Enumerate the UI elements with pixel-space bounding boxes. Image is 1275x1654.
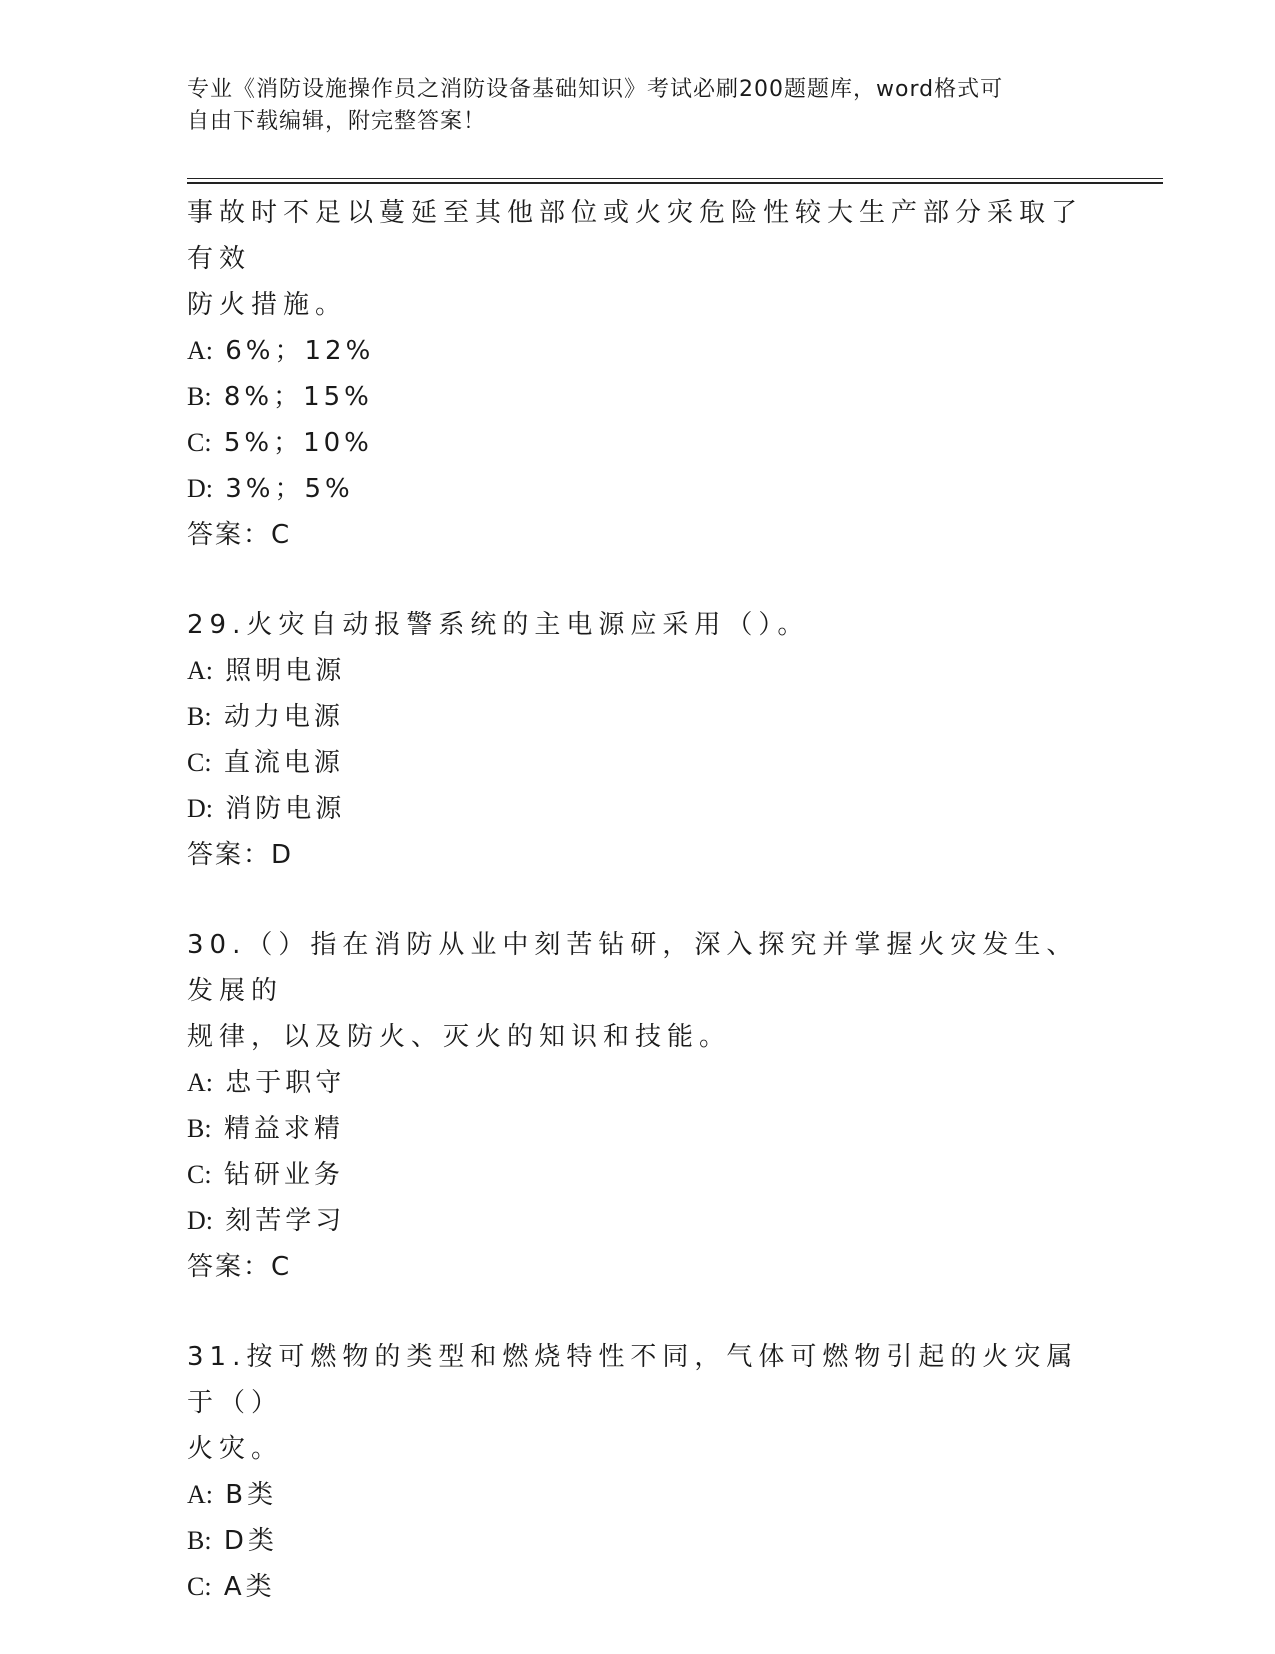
option-text: 钻研业务 [223, 1160, 344, 1190]
option-key: C: [187, 748, 212, 777]
document-header [187, 74, 1087, 138]
option-a [187, 1472, 1087, 1518]
option-text: A类 [223, 1572, 276, 1602]
option-key: B: [187, 382, 212, 411]
option-text: 刻苦学习 [225, 1206, 346, 1236]
option-text: 8%；15% [223, 382, 373, 412]
option-d [187, 1198, 1087, 1244]
option-c [187, 740, 1087, 786]
question-29 [187, 602, 1087, 878]
option-text: 3%；5% [225, 474, 354, 504]
question-30 [187, 922, 1087, 1290]
option-d [187, 786, 1087, 832]
option-key: B: [187, 702, 212, 731]
option-key: D: [187, 794, 213, 823]
question-list [187, 190, 1087, 1654]
header-line-1: 专业《消防设施操作员之消防设备基础知识》考试必刷200题题库，word格式可 [187, 77, 1004, 102]
answer-line: 答案：D [187, 840, 294, 870]
option-b [187, 1518, 1087, 1564]
option-b [187, 374, 1087, 420]
option-a [187, 1060, 1087, 1106]
option-text: 6%；12% [225, 336, 375, 366]
answer-line: 答案：C [187, 520, 292, 550]
header-line-2: 自由下载编辑，附完整答案！ [187, 109, 487, 134]
question-stem-line: 事故时不足以蔓延至其他部位或火灾危险性较大生产部分采取了有效 [187, 198, 1084, 274]
option-c [187, 1564, 1087, 1610]
option-a [187, 328, 1087, 374]
option-c [187, 1152, 1087, 1198]
question-28-continued [187, 190, 1087, 558]
option-a [187, 648, 1087, 694]
option-text: 精益求精 [223, 1114, 344, 1144]
option-text: B类 [225, 1480, 278, 1510]
option-key: C: [187, 1572, 212, 1601]
option-text: 忠于职守 [225, 1068, 346, 1098]
header-divider-thick [187, 182, 1163, 184]
option-key: A: [187, 336, 213, 365]
option-c [187, 420, 1087, 466]
question-stem-line: 30.（）指在消防从业中刻苦钻研，深入探究并掌握火灾发生、发展的 [187, 930, 1079, 1006]
option-key: D: [187, 1206, 213, 1235]
question-stem-line: 31.按可燃物的类型和燃烧特性不同，气体可燃物引起的火灾属于（） [187, 1342, 1079, 1418]
option-text: 动力电源 [223, 702, 344, 732]
option-d [187, 466, 1087, 512]
option-b [187, 1106, 1087, 1152]
question-31 [187, 1334, 1087, 1610]
option-key: B: [187, 1114, 212, 1143]
header-divider-thin [187, 178, 1163, 179]
question-stem-line: 规律，以及防火、灭火的知识和技能。 [187, 1022, 732, 1052]
option-key: A: [187, 1068, 213, 1097]
option-key: A: [187, 656, 213, 685]
question-stem-line: 火灾。 [187, 1434, 284, 1464]
question-stem-line: 防火措施。 [187, 290, 348, 320]
option-text: 消防电源 [225, 794, 346, 824]
option-text: 直流电源 [223, 748, 344, 778]
option-key: C: [187, 1160, 212, 1189]
answer-line: 答案：C [187, 1252, 292, 1282]
option-b [187, 694, 1087, 740]
option-text: D类 [223, 1526, 278, 1556]
option-key: C: [187, 428, 212, 457]
option-text: 照明电源 [225, 656, 346, 686]
option-key: A: [187, 1480, 213, 1509]
option-text: 5%；10% [223, 428, 373, 458]
option-key: D: [187, 474, 213, 503]
question-stem-line: 29.火灾自动报警系统的主电源应采用（）。 [187, 610, 810, 640]
option-key: B: [187, 1526, 212, 1555]
